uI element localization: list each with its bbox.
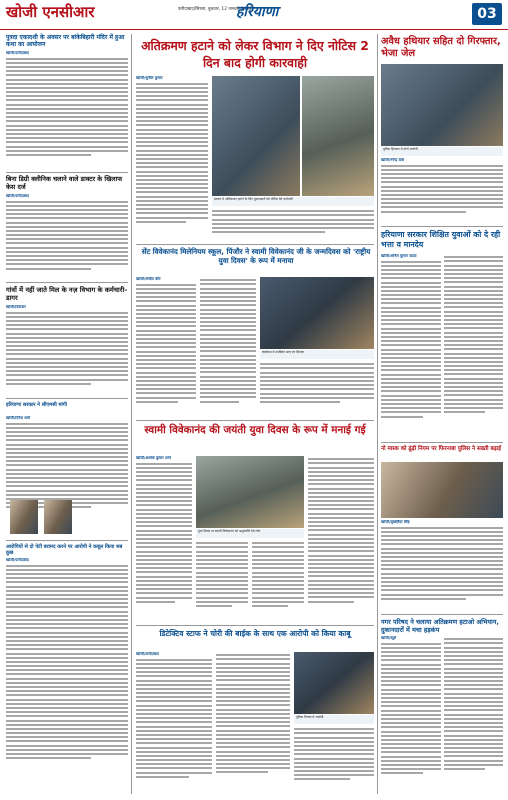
news-photo bbox=[196, 456, 304, 528]
photo-caption: पुलिस हिरासत में दोनों आरोपी bbox=[381, 147, 503, 156]
story-byline: खोजी/ब्यूरो bbox=[381, 636, 397, 640]
divider bbox=[381, 226, 503, 227]
divider bbox=[381, 442, 503, 443]
photo-caption: पुलिस गिरफ्त में आरोपी bbox=[294, 715, 374, 724]
person-photo bbox=[44, 500, 72, 534]
story-byline: खोजी/फरीदाबाद bbox=[136, 652, 159, 656]
story-byline: खोजी/फरीदाबाद bbox=[6, 558, 29, 562]
story-byline: खोजी/दिनेश शर्मा bbox=[6, 416, 31, 420]
divider bbox=[381, 614, 503, 615]
story-headline: हरियाणा सरकार ने सीएमसी मांगी bbox=[6, 402, 67, 408]
page-number: 03 bbox=[472, 3, 502, 25]
story-body bbox=[444, 636, 503, 794]
story-headline: हरियाणा सरकार शिक्षित युवाओं को दे रही भत्ता व मानदेय bbox=[381, 230, 501, 249]
news-photo bbox=[381, 64, 503, 146]
story-byline: खोजी/फरीदाबाद bbox=[6, 194, 29, 198]
news-photo bbox=[260, 277, 374, 349]
newspaper-logo: खोजी एनसीआर bbox=[6, 3, 95, 21]
divider bbox=[6, 282, 128, 283]
column-divider bbox=[131, 34, 132, 794]
story-headline: आरोपियों से दो पेटी बरामद करने पर आरोपी ने कबूल किया सब कुछ bbox=[6, 544, 123, 557]
news-photo bbox=[212, 76, 300, 196]
story-body bbox=[260, 361, 374, 417]
story-headline: नो मास्क को ढूंढ़ी नियम पर फिरनाबा पुलिस ने सख्ती बढ़ाई bbox=[381, 446, 502, 452]
story-headline: बिना डिग्री क्लीनिक चलाने वाले डाक्टर के खिलाफ केस दर्ज bbox=[6, 175, 123, 191]
divider bbox=[6, 540, 128, 541]
divider bbox=[6, 398, 128, 399]
story-headline: गांवों में नहीं जाते मिल के नज़ विभाग के कर्मचारी–डागर bbox=[6, 286, 128, 302]
story-body bbox=[6, 51, 128, 169]
story-body bbox=[294, 726, 374, 794]
divider bbox=[136, 420, 374, 421]
story-byline: खोजी/दिवाकर bbox=[6, 305, 26, 309]
divider bbox=[136, 625, 374, 626]
story-headline: स्वामी विवेकानंद की जयंती युवा दिवस के रूप में मनाई गई bbox=[144, 424, 366, 436]
story-body bbox=[196, 540, 248, 622]
story-body bbox=[381, 254, 441, 440]
news-photo bbox=[302, 76, 374, 196]
person-photo bbox=[10, 500, 38, 534]
lead-headline: अतिक्रमण हटाने को लेकर विभाग ने दिए नोटिस 2 दिन बाद होगी कारवाही bbox=[141, 38, 369, 70]
story-byline: खोजी/अशोक कुमार शर्मा bbox=[136, 456, 171, 460]
story-body bbox=[136, 76, 208, 240]
story-headline: डिटेक्टिव स्टाफ ने चोरी की बाईक के साथ एक आरोपी को किया काबू bbox=[159, 629, 351, 638]
story-body bbox=[136, 277, 196, 417]
story-byline: खोजी/सुनील कुमार bbox=[136, 76, 163, 80]
story-byline: खोजी/नरेन्द्र वत्स bbox=[381, 158, 405, 162]
story-headline: सेंट विवेकानंद मिलेनियम स्कूल, पिंजौर ने स्वामी विवेकानंद जी के जन्मदिवस को 'राष्ट्रीय युवा दिवस' के रूप में मनाया bbox=[141, 247, 371, 266]
divider bbox=[136, 244, 374, 245]
photo-caption: बाजार में अतिक्रमण हटाने के लिए दुकानदारों को नोटिस देते कर्मचारी bbox=[212, 197, 374, 206]
news-photo bbox=[294, 652, 374, 714]
story-body bbox=[6, 558, 128, 794]
story-byline: खोजी/संजीव कौर bbox=[136, 277, 161, 281]
story-body bbox=[136, 456, 192, 620]
story-body bbox=[216, 652, 290, 794]
story-headline: अवैध हथियार सहित दो गिरफ्तार, भेजा जेल bbox=[381, 36, 501, 60]
story-headline: पुत्रदा एकादशी के अवसर पर बांकेबिहारी मंदिर में हुआ कथा का आयोजन bbox=[6, 34, 125, 49]
story-body bbox=[444, 254, 503, 440]
story-body bbox=[6, 305, 128, 395]
story-byline: खोजी/अनिल कुमार यादव bbox=[381, 254, 417, 258]
story-body bbox=[136, 652, 212, 794]
story-body bbox=[200, 277, 256, 417]
photo-caption: युवा दिवस पर स्वामी विवेकानंद को श्रद्धांजलि देते लोग bbox=[196, 529, 304, 538]
dateline: फरीदाबाद/सिरसा, बुधवार, 12 जनवरी 2022 bbox=[178, 7, 253, 12]
story-body bbox=[252, 540, 304, 622]
divider bbox=[6, 172, 128, 173]
story-body bbox=[6, 194, 128, 280]
story-headline: नगर परिषद ने चलाया अतिक्रमण हटाओ अभियान, दुकानदारों में मचा हड़कंप bbox=[381, 618, 499, 634]
section-title: हरियाणा bbox=[236, 4, 279, 20]
news-photo bbox=[381, 462, 503, 518]
column-divider bbox=[377, 34, 378, 794]
story-body bbox=[381, 636, 441, 794]
story-body bbox=[381, 520, 503, 612]
story-byline: खोजी/फरीदाबाद bbox=[6, 51, 29, 55]
story-body bbox=[212, 208, 374, 242]
story-body bbox=[308, 456, 374, 622]
story-body bbox=[381, 158, 503, 224]
photo-caption: कार्यक्रम में उपस्थित छात्र एवं शिक्षक bbox=[260, 350, 374, 359]
story-byline: खोजी/सुखविंदर सिंह bbox=[381, 520, 410, 524]
